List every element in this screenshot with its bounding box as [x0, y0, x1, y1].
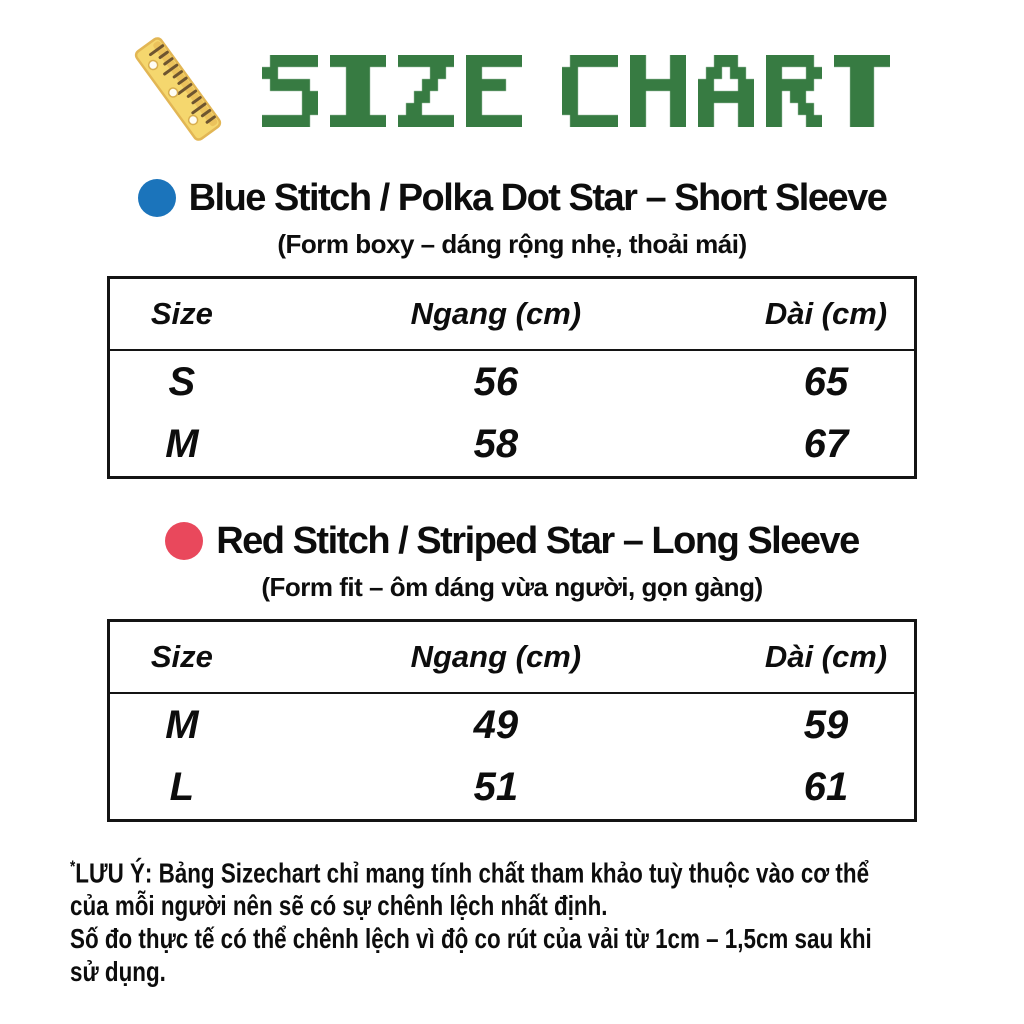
cell-size: L — [169, 765, 195, 810]
section-2-heading — [0, 517, 1024, 565]
col-header-ngang: Ngang (cm) — [254, 278, 738, 350]
col-header-ngang: Ngang (cm) — [254, 621, 738, 693]
blue-dot-icon — [138, 179, 176, 217]
table-row — [109, 350, 916, 414]
cell-size: M — [165, 422, 199, 467]
footnote-line: Số đo thực tế có thể chênh lệch vì độ co rút của vải từ 1cm – 1,5cm sau khi — [70, 923, 872, 955]
section-2-subtitle: (Form fit – ôm dáng vừa người, gọn gàng) — [261, 572, 763, 602]
footnote — [70, 850, 964, 988]
table-row — [109, 693, 916, 757]
section-1-title: Blue Stitch / Polka Dot Star – Short Sleeve — [188, 176, 887, 219]
table-header-row — [109, 621, 916, 693]
cell-dai: 59 — [803, 702, 849, 747]
page-title-pixel — [262, 55, 902, 127]
section-1-subtitle: (Form boxy – dáng rộng nhẹ, thoải mái) — [277, 229, 747, 259]
col-header-size: Size — [109, 621, 254, 693]
table-row — [109, 414, 916, 478]
footnote-line: sử dụng. — [70, 956, 166, 988]
cell-dai: 65 — [803, 359, 849, 404]
footnote-line: của mỗi người nên sẽ có sự chênh lệch nhất định. — [70, 890, 608, 922]
footnote-asterisk: * — [70, 857, 76, 876]
cell-ngang: 56 — [473, 359, 519, 404]
cell-ngang: 49 — [473, 702, 519, 747]
size-table-long-sleeve — [107, 619, 917, 822]
footnote-line — [70, 850, 870, 889]
section-2-title: Red Stitch / Striped Star – Long Sleeve — [216, 519, 859, 562]
footnote-text: LƯU Ý: Bảng Sizechart chỉ mang tính chất tham khảo tuỳ thuộc vào cơ thể — [75, 857, 870, 889]
table-row — [109, 757, 916, 821]
cell-dai: 67 — [803, 422, 849, 467]
section-1-heading — [0, 174, 1024, 222]
col-header-size: Size — [109, 278, 254, 350]
cell-size: M — [165, 702, 199, 747]
cell-dai: 61 — [803, 765, 849, 810]
cell-size: S — [168, 359, 196, 404]
page-header — [0, 36, 1024, 146]
col-header-dai: Dài (cm) — [738, 278, 916, 350]
cell-ngang: 51 — [473, 765, 519, 810]
red-dot-icon — [165, 522, 203, 560]
table-header-row — [109, 278, 916, 350]
cell-ngang: 58 — [473, 422, 519, 467]
col-header-dai: Dài (cm) — [738, 621, 916, 693]
size-table-short-sleeve — [107, 276, 917, 479]
ruler-icon — [122, 33, 234, 150]
